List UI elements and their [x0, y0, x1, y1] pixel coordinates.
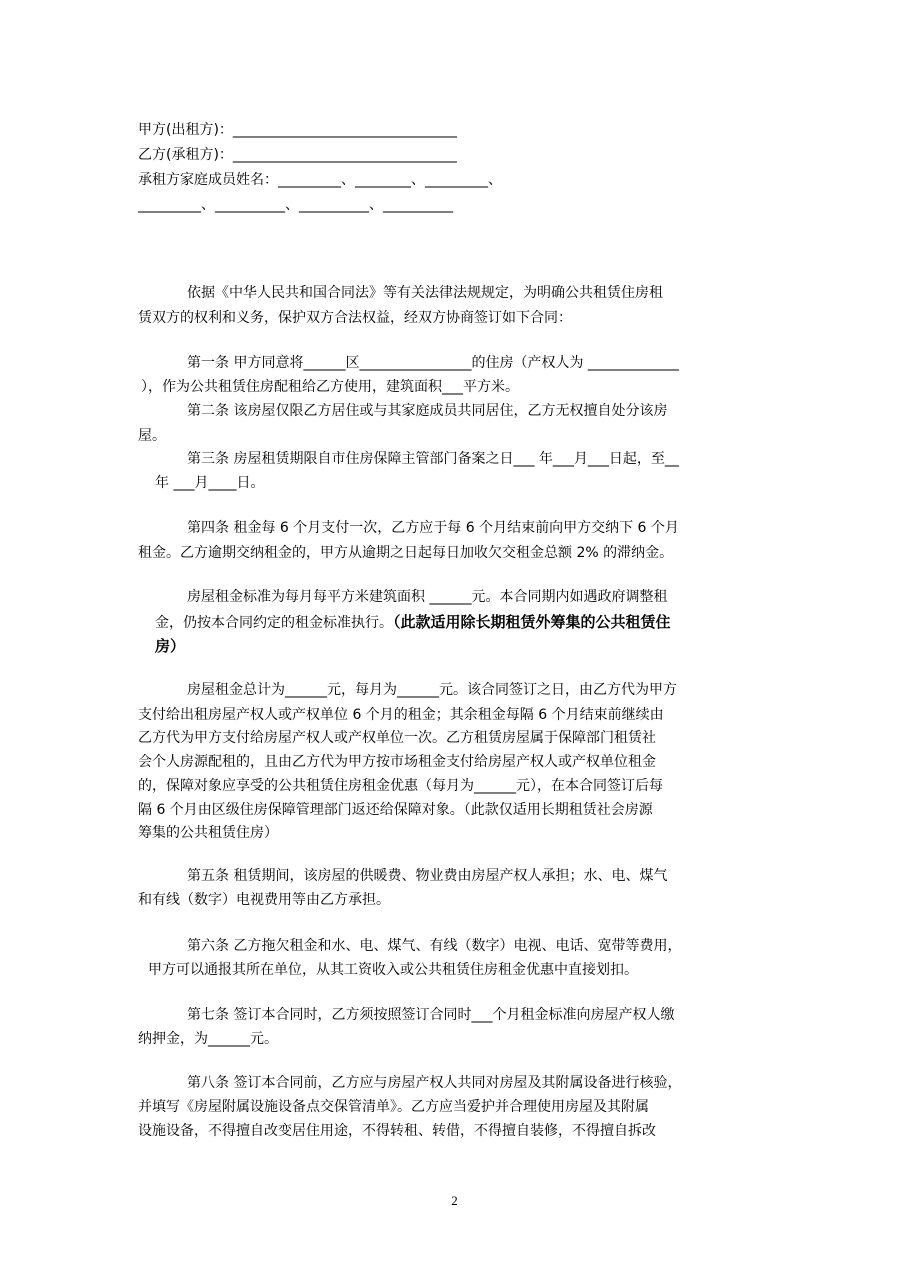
article-4-line-2: 租金。乙方逾期交纳租金的，甲方从逾期之日起每日加收欠交租金总额 2% 的滞纳金。 — [138, 545, 674, 561]
rent-standard-note-end: 房） — [155, 637, 186, 655]
rent-total-line-2: 支付给出租房屋产权人或产权单位 6 个月的租金；其余租金每隔 6 个月结束前继续由 — [138, 707, 664, 723]
article-6-line-1: 第六条 乙方拖欠租金和水、电、煤气、有线（数字）电视、电话、宽带等费用， — [187, 938, 682, 954]
rent-total-line-7: 筹集的公共租赁住房） — [138, 825, 278, 841]
rent-standard-line-1: 房屋租金标准为每月每平方米建筑面积 ______元。本合同期内如遇政府调整租 — [187, 589, 668, 605]
rent-standard-text: 金，仍按本合同约定的租金标准执行。 — [155, 615, 393, 631]
article-7-line-2: 纳押金，为______元。 — [138, 1031, 278, 1047]
article-5-line-1: 第五条 租赁期间，该房屋的供暖费、物业费由房屋产权人承担；水、电、煤气 — [187, 868, 668, 884]
article-2-line-2: 屋。 — [138, 428, 166, 444]
article-1-line-1: 第一条 甲方同意将______区________________的住房（产权人为 _____________ — [187, 355, 679, 371]
landlord-field: 甲方(出租方)：________________________________ — [138, 122, 457, 138]
article-3-line-1: 第三条 房屋租赁期限自市住房保障主管部门备案之日___ 年___月___日起，至__ — [187, 451, 679, 467]
preamble-line-2: 赁双方的权利和义务，保护双方合法权益，经双方协商签订如下合同： — [138, 310, 572, 326]
article-7-line-1: 第七条 签订本合同时，乙方须按照签订合同时___个月租金标准向房屋产权人缴 — [187, 1007, 675, 1023]
rent-total-line-1: 房屋租金总计为______元，每月为______元。该合同签订之日，由乙方代为甲方 — [187, 682, 677, 698]
family-members-label: 承租方家庭成员姓名：_________、________、_________、 — [138, 172, 502, 188]
article-2-line-1: 第二条 该房屋仅限乙方居住或与其家庭成员共同居住，乙方无权擅自处分该房 — [187, 403, 668, 419]
article-5-line-2: 和有线（数字）电视费用等由乙方承担。 — [138, 892, 390, 908]
article-4-line-1: 第四条 租金每 6 个月支付一次，乙方应于每 6 个月结束前向甲方交纳下 6 个月 — [187, 520, 679, 536]
preamble-line-1: 依据《中华人民共和国合同法》等有关法律法规规定，为明确公共租赁住房租 — [187, 285, 663, 301]
rent-total-line-6: 隔 6 个月由区级住房保障管理部门返还给保障对象。（此款仅适用长期租赁社会房源 — [138, 802, 653, 818]
rent-standard-line-2 — [155, 612, 671, 632]
rent-total-line-3: 乙方代为甲方支付给房屋产权人或产权单位一次。乙方租赁房屋属于保障部门租赁社 — [138, 730, 656, 746]
article-6-line-2: 甲方可以通报其所在单位，从其工资收入或公共租赁住房租金优惠中直接划扣。 — [148, 962, 638, 978]
article-8-line-2: 并填写《房屋附属设施设备点交保管清单》。乙方应当爱护并合理使用房屋及其附属 — [138, 1099, 649, 1115]
rent-standard-note: （此款适用除长期租赁外筹集的公共租赁住 — [393, 613, 671, 631]
article-8-line-1: 第八条 签订本合同前，乙方应与房屋产权人共同对房屋及其附属设备进行核验， — [187, 1075, 682, 1091]
page-number: 2 — [451, 1193, 458, 1208]
rent-total-line-5: 的，保障对象应享受的公共租赁住房租金优惠（每月为______元），在本合同签订后每 — [138, 778, 663, 794]
article-8-line-3: 设施设备，不得擅自改变居住用途，不得转租、转借，不得擅自装修，不得擅自拆改 — [138, 1123, 656, 1139]
tenant-field: 乙方(承租方)：________________________________ — [138, 147, 457, 163]
family-members-names: _________、__________、__________、__________ — [138, 197, 453, 213]
article-3-line-2: 年 ___月____日。 — [155, 475, 265, 491]
article-1-line-2: ），作为公共租赁住房配租给乙方使用，建筑面积___平方米。 — [141, 379, 519, 395]
rent-total-line-4: 会个人房源配租的，且由乙方代为甲方按市场租金支付给房屋产权人或产权单位租金 — [138, 754, 656, 770]
